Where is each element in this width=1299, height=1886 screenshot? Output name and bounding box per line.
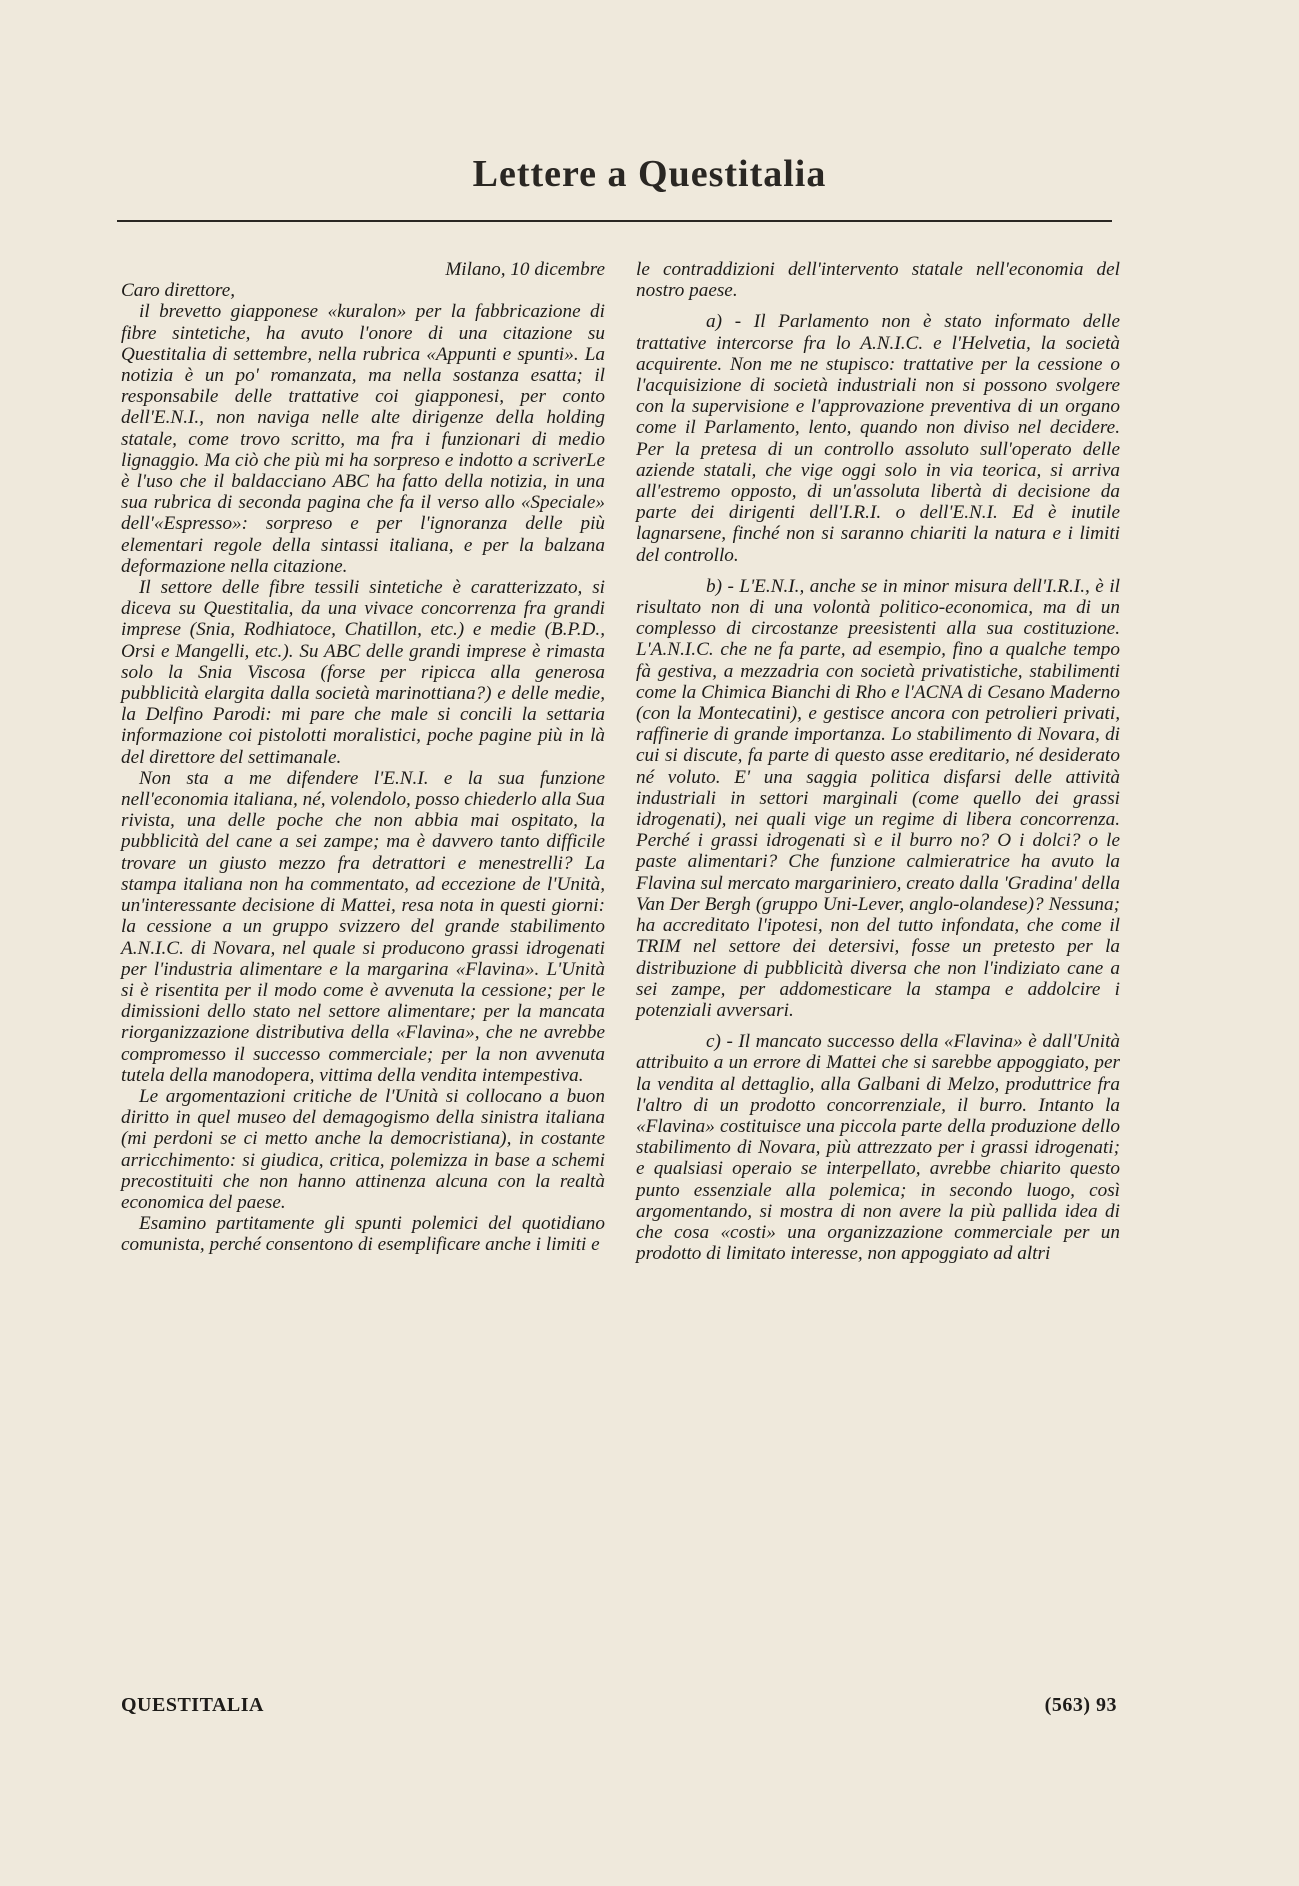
point-b-paragraph: b) - L'E.N.I., anche se in minor misura dell'I.R.I., è il risultato non di una volontà politico-economica, ma di un complesso di circostanze preesistenti alla sua costituzione. L'A.N.I.C. che ne fa parte, ad esempio, fino a qualche tempo fà gestiva, a mezzadria con società privatistiche, stabilimenti come la Chimica Bianchi di Rho e l'ACNA di Cesano Maderno (con la Montecatini), e gestisce ancora con petrolieri privati, raffinerie di grande importanza. Lo stabilimento di Novara, di cui si discute, fa parte di questo asse ereditario, né desiderato né voluto. E' una saggia politica disfarsi delle attività industriali in settori marginali (come quello dei grassi idrogenati), nei quali vige un regime di libera concorrenza. Perché i grassi idrogenati sì e il burro no? O i dolci? o le paste alimentari? Che funzione calmieratrice ha avuto la Flavina sul mercato margariniero, creato dalla 'Gradina' della Van Der Bergh (gruppo Uni-Lever, anglo-olandese)? Nessuna; ha accreditato l'ipotesi, non del tutto infondata, che come il TRIM nel settore dei detersivi, fosse un pretesto per la distribuzione di pubblicità diversa che non l'indiziato cane a sei zampe, per addomesticare la stampa e addolcire i potenziali avversari. [636, 575, 1120, 1021]
footer-page-number: (563) 93 [1044, 1694, 1117, 1716]
body-paragraph: Il settore delle fibre tessili sintetiche è caratterizzato, si diceva su Questitalia, da una vivace concorrenza fra grandi imprese (Snia, Rodhiatoce, Chatillon, etc.) e medie (B.P.D., Orsi e Mangelli, etc.). Su ABC delle grandi imprese è rimasta solo la Snia Viscosa (forse per ripicca alla generosa pubblicità elargita dalla società marinottiana?) e delle medie, la Delfino Parodi: mi pare che male si concili la settaria informazione coi pistolotti moralistici, poche pagine più in là del direttore del settimanale. [121, 577, 605, 768]
body-paragraph: Esamino partitamente gli spunti polemici del quotidiano comunista, perché consentono di esemplificare anche i limiti e [121, 1213, 605, 1256]
point-a-paragraph: a) - Il Parlamento non è stato informato delle trattative intercorse fra lo A.N.I.C. e l'Helvetia, la società acquirente. Non me ne stupisco: trattative per la cessione o l'acquisizione di società industriali non si possono svolgere con la supervisione e l'approvazione preventiva di un organo come il Parlamento, lento, quando non diviso nel decidere. Per la pretesa di un controllo assoluto sull'operato delle aziende statali, che vige oggi solo in via teorica, si arriva all'estremo opposto, di un'assoluta libertà di decisione da parte dei dirigenti dell'I.R.I. o dell'E.N.I. Ed è inutile lagnarsene, finché non si saranno chiariti la natura e i limiti del controllo. [636, 311, 1120, 566]
body-paragraph: il brevetto giapponese «kuralon» per la fabbricazione di fibre sintetiche, ha avuto l'onore di una citazione su Questitalia di settembre, nella rubrica «Appunti e spunti». La notizia è un po' romanzata, ma nella sostanza esatta; il responsabile delle trattative coi giapponesi, per conto dell'E.N.I., non naviga nelle alte dirigenze della holding statale, come trovo scritto, ma fra i funzionari di medio lignaggio. Ma ciò che più mi ha sorpreso e indotto a scriverLe è l'uso che il baldacciano ABC ha fatto della notizia, in una sua rubrica di seconda pagina che fa il verso allo «Speciale» dell'«Espresso»: sorpreso e per l'ignoranza delle più elementari regole della sintassi italiana, e per la balzana deformazione nella citazione. [121, 301, 605, 577]
body-paragraph: Le argomentazioni critiche de l'Unità si collocano a buon diritto in quel museo del demagogismo della sinistra italiana (mi perdoni se ci metto anche la democristiana), in costante arricchimento: si giudica, critica, polemizza in base a schemi precostituiti che non hanno attinenza alcuna con la realtà economica del paese. [121, 1085, 605, 1213]
footer-magazine-name: QUESTITALIA [121, 1694, 264, 1716]
letter-salutation: Caro direttore, [121, 280, 236, 302]
point-c-paragraph: c) - Il mancato successo della «Flavina» è dall'Unità attribuito a un errore di Mattei che si sarebbe appoggiato, per la vendita al dettaglio, alla Galbani di Melzo, produttrice fra l'altro di un prodotto concorrenziale, il burro. Intanto la «Flavina» costituisce una piccola parte della produzione dello stabilimento di Novara, più attrezzato per i grassi idrogenati; e qualsiasi operaio se interpellato, avrebbe chiarito questo punto essenziale alla polemica; in secondo luogo, così argomentando, si mostra di non avere la più pallida idea di che cosa «costi» una organizzazione commerciale per un prodotto di limitato interesse, non appoggiato ad altri [636, 1031, 1120, 1265]
page-title: Lettere a Questitalia [472, 153, 827, 195]
letter-dateline: Milano, 10 dicembre [445, 259, 605, 280]
left-column [121, 259, 605, 1256]
title-rule [117, 220, 1112, 222]
body-paragraph: Non sta a me difendere l'E.N.I. e la sua funzione nell'economia italiana, né, volendolo, posso chiederlo alla Sua rivista, una delle poche che non abbia mai ospitato, la pubblicità del cane a sei zampe; ma è davvero tanto difficile trovare un giusto mezzo fra detrattori e menestrelli? La stampa italiana non ha commentato, ad eccezione de l'Unità, un'interessante decisione di Mattei, resa nota in questi giorni: la cessione a un gruppo svizzero del grande stabilimento A.N.I.C. di Novara, nel quale si producono grassi idrogenati per l'industria alimentare e la margarina «Flavina». L'Unità si è risentita per il modo come è avvenuta la cessione; per le dimissioni dello stato nel settore alimentare; per la mancata riorganizzazione distributiva della «Flavina», che ne avrebbe compromesso il successo commerciale; per la non avvenuta tutela della manodopera, vittima della vendita intempestiva. [121, 767, 605, 1086]
body-paragraph: le contraddizioni dell'intervento statale nell'economia del nostro paese. [636, 259, 1120, 302]
right-column [636, 259, 1120, 1264]
